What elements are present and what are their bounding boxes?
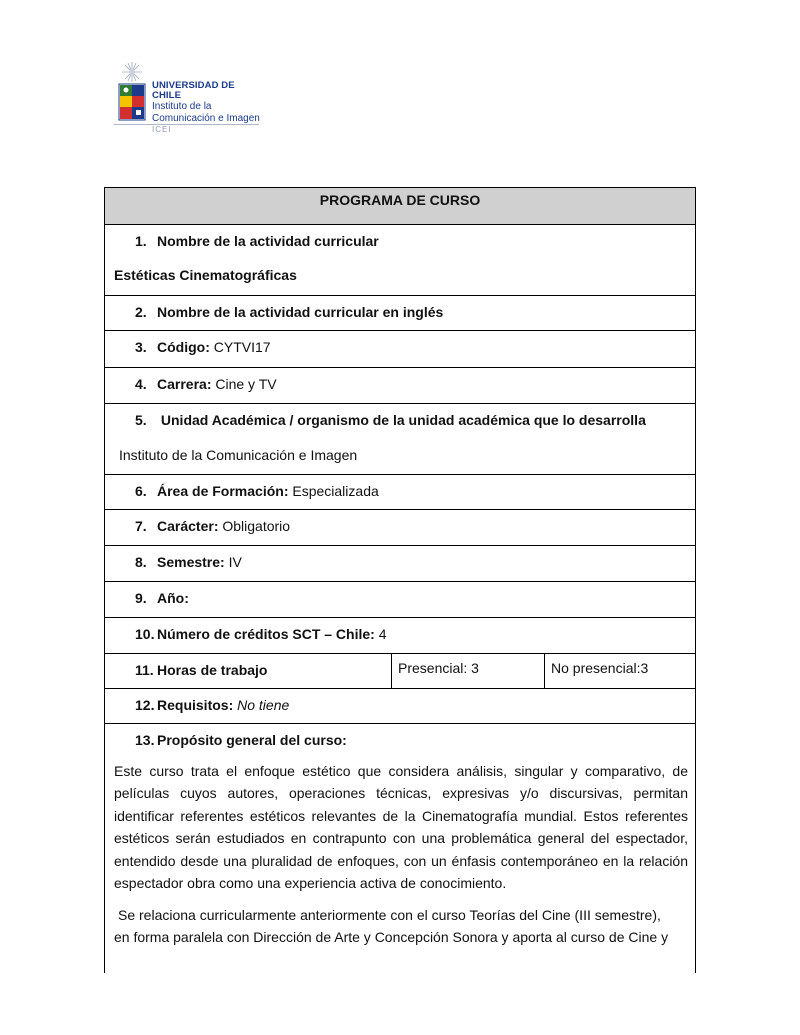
value-character: Obligatorio: [218, 518, 291, 534]
value-presencial: Presencial: 3: [392, 654, 545, 688]
value-activity-name: Estéticas Cinematográficas: [114, 267, 297, 283]
row-character: 7. Carácter: Obligatorio: [105, 510, 695, 546]
label-semester: Semestre:: [157, 554, 225, 570]
row-year: 9. Año:: [105, 582, 695, 618]
purpose-paragraph-2-line-2: en forma paralela con Dirección de Arte y Concepción Sonora y aporta al curso de Cine y: [114, 929, 669, 946]
logo-institute-line1: Instituto de la: [152, 101, 212, 112]
value-semester: IV: [224, 554, 242, 570]
label-activity-name-english: Nombre de la actividad curricular en inglés: [157, 304, 444, 320]
purpose-paragraph-2-line-1: Se relaciona curricularmente anteriormente con el curso Teorías del Cine (III semestre),: [118, 907, 661, 923]
label-work-hours: Horas de trabajo: [157, 662, 268, 678]
table-title: PROGRAMA DE CURSO: [105, 188, 695, 225]
purpose-paragraph-2: [114, 904, 688, 949]
label-course-purpose: Propósito general del curso:: [157, 732, 347, 748]
logo-university: UNIVERSIDAD DE CHILE: [152, 80, 235, 101]
label-year: Año:: [157, 590, 189, 606]
logo-abbreviation: ICEI: [152, 125, 172, 134]
university-emblem-icon: [114, 60, 150, 126]
label-credits: Número de créditos SCT – Chile:: [157, 626, 375, 642]
label-activity-name: Nombre de la actividad curricular: [157, 233, 379, 249]
value-training-area: Especializada: [288, 483, 379, 499]
value-no-presencial: No presencial:3: [551, 660, 649, 676]
row-course-purpose: 13. Propósito general del curso: Este curso trata el enfoque estético que considera análisis, singular y comparativo, de películas cuyos autores, operaciones técnicas, expresivas y/o discursivas, permitan identificar referentes estéticos relevantes de la Cinematografía mundial. Estos referentes estéticos serán estudiados en contrapunto con una problemática general del espectador, entendido desde una pluralidad de enfoques, con un énfasis contemporáneo en la relación espectador obra como una experiencia activa de conocimiento. Se relaciona curricularmente anteriormente con el curso Teorías del Cine (III semestre), en forma paralela con Dirección de Arte y Concepción Sonora y aporta al curso de Cine y: [105, 724, 695, 973]
label-code: Código:: [157, 339, 210, 355]
row-activity-name-english: 2. Nombre de la actividad curricular en inglés: [105, 296, 695, 331]
label-career: Carrera:: [157, 376, 212, 392]
row-credits: 10. Número de créditos SCT – Chile: 4: [105, 618, 695, 654]
row-career: 4. Carrera: Cine y TV: [105, 368, 695, 404]
row-activity-name: 1. Nombre de la actividad curricular Estéticas Cinematográficas: [105, 225, 695, 296]
row-work-hours: 11. Horas de trabajo Presencial: 3 No presencial:3: [105, 654, 695, 689]
row-academic-unit: 5. Unidad Académica / organismo de la unidad académica que lo desarrolla Instituto de la Comunicación e Imagen: [105, 404, 695, 475]
logo-divider: [114, 124, 259, 125]
label-character: Carácter:: [157, 518, 219, 534]
label-training-area: Área de Formación:: [157, 483, 289, 499]
row-code: 3. Código: CYTVI17: [105, 331, 695, 368]
purpose-paragraph-1: Este curso trata el enfoque estético que considera análisis, singular y comparativo, de películas cuyos autores, operaciones técnicas, expresivas y/o discursivas, permitan identificar referentes estéticos relevantes de la Cinematografía mundial. Estos referentes estéticos serán estudiados en contrapunto con una problemática general del espectador, entendido desde una pluralidad de enfoques, con un énfasis contemporáneo en la relación espectador obra como una experiencia activa de conocimiento.: [114, 763, 688, 892]
row-requirements: 12. Requisitos: No tiene: [105, 689, 695, 724]
logo-text-block: [152, 81, 264, 134]
row-semester: 8. Semestre: IV: [105, 546, 695, 582]
value-academic-unit: Instituto de la Comunicación e Imagen: [119, 447, 358, 463]
value-credits: 4: [374, 626, 387, 642]
value-career: Cine y TV: [211, 376, 277, 392]
value-code: CYTVI17: [209, 339, 271, 355]
course-program-table: [104, 187, 696, 973]
label-academic-unit: Unidad Académica / organismo de la unidad académica que lo desarrolla: [157, 412, 646, 428]
value-requirements: No tiene: [233, 697, 290, 713]
institution-logo: [114, 60, 264, 134]
logo-institute-line2: Comunicación e Imagen: [152, 113, 260, 124]
label-requirements: Requisitos:: [157, 697, 234, 713]
row-training-area: 6. Área de Formación: Especializada: [105, 475, 695, 510]
